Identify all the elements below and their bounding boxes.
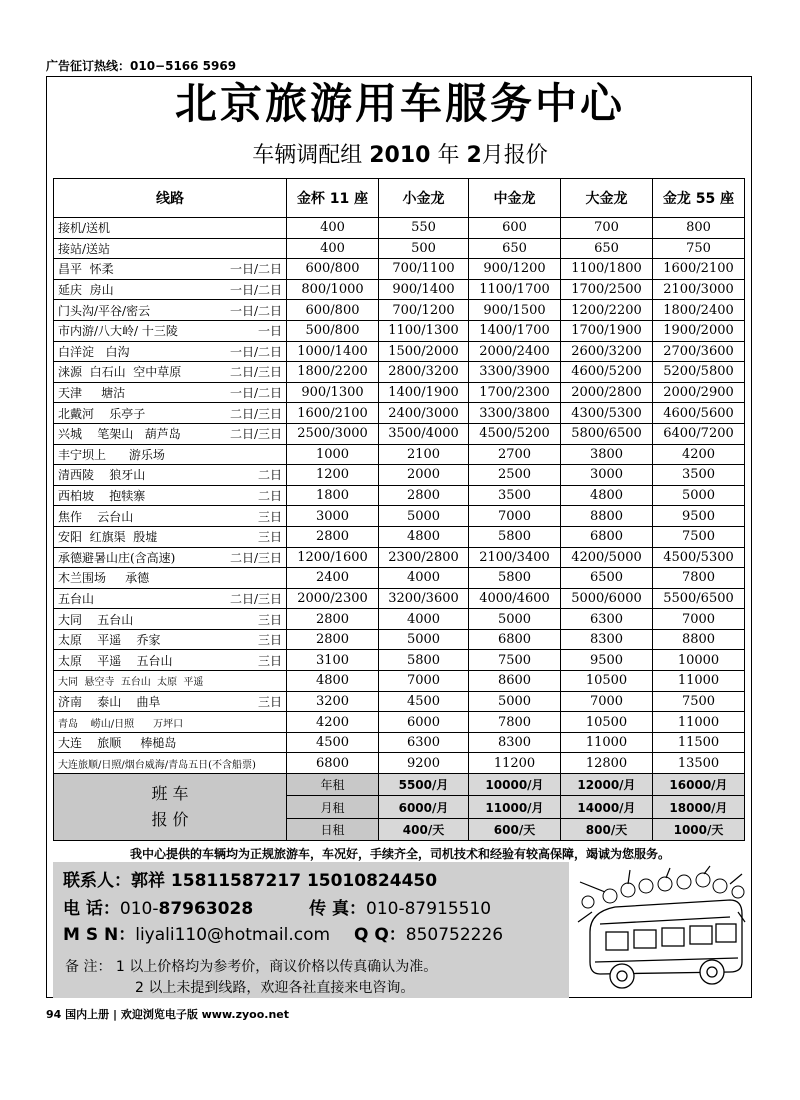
price-cell: 3500 [653,465,745,486]
price-cell: 2500/3000 [287,423,379,444]
price-cell: 3100 [287,650,379,671]
route-days: 二日/三日 [229,591,282,606]
price-cell: 500 [379,238,469,259]
price-cell: 7500 [653,691,745,712]
price-cell: 3200/3600 [379,588,469,609]
table-row [54,753,745,774]
price-cell: 1000/1400 [287,341,379,362]
route-cell [54,465,287,486]
price-cell: 1200/2200 [561,300,653,321]
route-cell [54,218,287,239]
price-cell: 3000 [287,506,379,527]
route-days: 三日 [257,653,282,668]
table-row [54,300,745,321]
price-cell: 3000 [561,465,653,486]
contact-box [53,862,569,998]
price-cell: 4600/5200 [561,362,653,383]
price-cell: 10500 [561,671,653,692]
route-days: 三日 [257,530,282,545]
price-cell: 9200 [379,753,469,774]
route-cell [54,444,287,465]
bus-illustration [570,862,750,997]
rental-price: 800/天 [561,818,653,840]
price-cell: 700/1200 [379,300,469,321]
price-cell: 3200 [287,691,379,712]
price-cell: 2800 [287,526,379,547]
rental-section [54,774,745,841]
route-days: 一日/二日 [229,386,282,401]
route-name: 西柏坡 抱犊寨 [58,489,146,504]
route-cell [54,485,287,506]
price-cell: 2700 [469,444,561,465]
page-subtitle: 车辆调配组 2010 年 2月报价 [252,143,548,168]
route-days: 一日/二日 [229,262,282,277]
price-cell: 5500/6500 [653,588,745,609]
price-cell: 11000 [653,671,745,692]
contact-person-label: 联系人： [63,871,131,891]
price-cell: 4800 [379,526,469,547]
price-cell: 2800/3200 [379,362,469,383]
price-cell: 5800 [469,568,561,589]
route-cell [54,609,287,630]
phone-prefix: 010- [119,899,159,919]
price-cell: 4300/5300 [561,403,653,424]
price-cell: 900/1300 [287,382,379,403]
price-cell: 900/1200 [469,259,561,280]
route-days: 二日/三日 [229,427,282,442]
price-cell: 750 [653,238,745,259]
route-cell [54,588,287,609]
price-cell: 500/800 [287,320,379,341]
col-header-route: 线路 [54,179,287,218]
price-cell: 1200/1600 [287,547,379,568]
price-cell: 7000 [379,671,469,692]
price-cell: 6400/7200 [653,423,745,444]
price-cell: 2000/2900 [653,382,745,403]
price-cell: 8800 [561,506,653,527]
price-cell: 5000 [379,629,469,650]
price-cell: 2800 [379,485,469,506]
route-name: 太原 平遥 五台山 [58,653,173,668]
price-cell: 600/800 [287,259,379,280]
price-cell: 11000 [653,712,745,733]
price-cell: 8800 [653,629,745,650]
price-cell: 1400/1700 [469,320,561,341]
price-cell: 4800 [287,671,379,692]
price-cell: 3300/3800 [469,403,561,424]
route-name: 天津 塘沽 [58,386,126,401]
price-cell: 6300 [379,732,469,753]
route-days: 二日/三日 [229,550,282,565]
price-cell: 10000 [653,650,745,671]
rental-type: 月租 [287,796,379,818]
price-cell: 8300 [469,732,561,753]
price-cell: 700/1100 [379,259,469,280]
price-cell: 2800 [287,629,379,650]
route-days: 一日 [257,324,282,339]
table-row [54,259,745,280]
price-cell: 10500 [561,712,653,733]
price-cell: 2800 [287,609,379,630]
price-cell: 1700/2500 [561,279,653,300]
price-cell: 1800/2200 [287,362,379,383]
price-cell: 4600/5600 [653,403,745,424]
route-name: 涞源 白石山 空中草原 [58,365,182,380]
price-cell: 6800 [561,526,653,547]
price-cell: 4200/5000 [561,547,653,568]
price-cell: 8600 [469,671,561,692]
table-row [54,526,745,547]
price-cell: 2000/2300 [287,588,379,609]
route-name: 济南 泰山 曲阜 [58,694,161,709]
route-cell [54,279,287,300]
route-name: 接机/送机 [58,221,111,236]
price-cell: 6800 [469,629,561,650]
rental-row [54,774,745,796]
route-name: 大同 五台山 [58,612,134,627]
contact-person-row [63,866,437,891]
price-cell: 400 [287,218,379,239]
table-row [54,712,745,733]
table-row [54,568,745,589]
route-cell [54,629,287,650]
price-cell: 1700/2300 [469,382,561,403]
phone-label: 电 话： [63,899,120,919]
note-2: 2 以上未提到线路，欢迎各社直接来电咨询。 [135,980,415,996]
price-cell: 3300/3900 [469,362,561,383]
col-header-da-jinlong: 大金龙 [561,179,653,218]
rental-type: 日租 [287,818,379,840]
route-cell [54,650,287,671]
rental-price: 6000/月 [379,796,469,818]
route-cell [54,526,287,547]
route-name: 焦作 云台山 [58,509,134,524]
price-cell: 900/1500 [469,300,561,321]
price-cell: 12800 [561,753,653,774]
price-cell: 1100/1700 [469,279,561,300]
route-cell [54,732,287,753]
price-cell: 2400 [287,568,379,589]
price-cell: 6000 [379,712,469,733]
price-cell: 1000 [287,444,379,465]
table-row [54,238,745,259]
price-cell: 2600/3200 [561,341,653,362]
price-cell: 600/800 [287,300,379,321]
ad-hotline: 广告征订热线：010−5166 5969 [46,59,237,73]
route-cell [54,259,287,280]
col-header-zhong-jinlong: 中金龙 [469,179,561,218]
price-cell: 2100 [379,444,469,465]
price-cell: 6800 [287,753,379,774]
price-cell: 4000 [379,609,469,630]
price-cell: 4500 [287,732,379,753]
route-days: 二日/三日 [229,406,282,421]
route-days: 三日 [257,509,282,524]
route-cell [54,341,287,362]
table-row [54,444,745,465]
table-row [54,650,745,671]
route-days: 一日/二日 [229,344,282,359]
table-row [54,691,745,712]
note-1: 1 以上价格均为参考价，商议价格以传真确认为准。 [115,959,438,975]
price-cell: 4000/4600 [469,588,561,609]
price-cell: 1800/2400 [653,300,745,321]
table-row [54,629,745,650]
price-cell: 7800 [653,568,745,589]
route-name: 大连旅顺/日照/烟台威海/青岛五日(不含船票) [58,759,256,771]
price-cell: 5000 [469,609,561,630]
col-header-xiao-jinlong: 小金龙 [379,179,469,218]
note-row-1 [65,956,437,976]
table-row [54,465,745,486]
route-cell [54,300,287,321]
rental-price: 10000/月 [469,774,561,796]
route-name: 白洋淀 白沟 [58,344,130,359]
price-cell: 2000/2400 [469,341,561,362]
table-row [54,588,745,609]
price-cell: 7500 [469,650,561,671]
price-cell: 7500 [653,526,745,547]
route-cell [54,506,287,527]
rental-price: 16000/月 [653,774,745,796]
route-name: 市内游/八大岭/ 十三陵 [58,324,178,339]
route-name: 木兰围场 承德 [58,571,150,586]
msn-row [63,920,503,945]
price-cell: 800 [653,218,745,239]
route-cell [54,691,287,712]
price-cell: 7000 [469,506,561,527]
qq-label: Q Q： [353,925,406,945]
table-row [54,732,745,753]
route-cell [54,712,287,733]
price-cell: 11500 [653,732,745,753]
rental-price: 5500/月 [379,774,469,796]
price-cell: 4800 [561,485,653,506]
route-name: 丰宁坝上 游乐场 [58,447,165,462]
phone-row [63,894,491,919]
price-cell: 3500 [469,485,561,506]
price-cell: 7800 [469,712,561,733]
price-cell: 800/1000 [287,279,379,300]
price-cell: 4200 [653,444,745,465]
price-cell: 1700/1900 [561,320,653,341]
price-cell: 600 [469,218,561,239]
route-days: 一日/二日 [229,303,282,318]
page-title: 北京旅游用车服务中心 [174,79,625,128]
route-name: 安阳 红旗渠 殷墟 [58,530,158,545]
price-cell: 7000 [561,691,653,712]
route-days: 一日/二日 [229,283,282,298]
rental-price: 600/天 [469,818,561,840]
price-cell: 550 [379,218,469,239]
price-cell: 2100/3400 [469,547,561,568]
price-cell: 5000 [379,506,469,527]
price-cell: 2000/2800 [561,382,653,403]
price-cell: 6300 [561,609,653,630]
table-row [54,506,745,527]
price-cell: 5000/6000 [561,588,653,609]
price-cell: 700 [561,218,653,239]
route-name: 太原 平遥 乔家 [58,633,161,648]
price-cell: 3800 [561,444,653,465]
price-cell: 4500/5200 [469,423,561,444]
table-row [54,362,745,383]
price-cell: 3500/4000 [379,423,469,444]
price-cell: 8300 [561,629,653,650]
rental-price: 14000/月 [561,796,653,818]
route-name: 北戴河 乐亭子 [58,406,146,421]
col-header-jinlong-55: 金龙 55 座 [653,179,745,218]
table-row [54,403,745,424]
rental-price: 1000/天 [653,818,745,840]
price-table [53,178,745,841]
table-header-row [54,179,745,218]
price-cell: 5800/6500 [561,423,653,444]
msn-label: M S N： [63,925,136,945]
rental-price: 400/天 [379,818,469,840]
table-row [54,382,745,403]
rental-price: 18000/月 [653,796,745,818]
route-days: 三日 [257,612,282,627]
price-cell: 1600/2100 [653,259,745,280]
contact-person-value: 郭祥 15811587217 15010824450 [131,871,438,891]
table-row [54,609,745,630]
table-row [54,279,745,300]
route-name: 五台山 [58,591,95,606]
price-cell: 4000 [379,568,469,589]
rental-price: 12000/月 [561,774,653,796]
price-cell: 6500 [561,568,653,589]
route-name: 接站/送站 [58,241,111,256]
notes-label: 备 注： [65,959,112,975]
price-table-body [54,218,745,774]
msn-value: liyali110@hotmail.com [135,925,331,945]
price-cell: 400 [287,238,379,259]
route-cell [54,382,287,403]
route-cell [54,362,287,383]
price-cell: 1600/2100 [287,403,379,424]
route-name: 昌平 怀柔 [58,262,114,277]
fax-value: 010-87915510 [366,899,492,919]
price-cell: 4200 [287,712,379,733]
price-cell: 2400/3000 [379,403,469,424]
price-cell: 4500/5300 [653,547,745,568]
table-row [54,320,745,341]
price-cell: 2000 [379,465,469,486]
table-row [54,423,745,444]
route-name: 大同 悬空寺 五台山 太原 平遥 [58,677,204,689]
fax-label: 传 真： [309,899,366,919]
price-cell: 2500 [469,465,561,486]
price-cell: 5000 [653,485,745,506]
col-header-jinbei-11: 金杯 11 座 [287,179,379,218]
route-name: 清西陵 狼牙山 [58,468,146,483]
route-cell [54,568,287,589]
page-footer: 94 国内上册 | 欢迎浏览电子版 www.zyoo.net [46,1008,290,1021]
route-cell [54,753,287,774]
table-row [54,218,745,239]
route-name: 青岛 崂山/日照 万坪口 [58,718,184,730]
price-cell: 2300/2800 [379,547,469,568]
price-cell: 2700/3600 [653,341,745,362]
price-cell: 1500/2000 [379,341,469,362]
price-cell: 650 [469,238,561,259]
qq-value: 850752226 [405,925,504,945]
route-cell [54,403,287,424]
rental-type: 年租 [287,774,379,796]
route-cell [54,671,287,692]
table-row [54,671,745,692]
route-days: 二日 [257,468,282,483]
route-days: 三日 [257,633,282,648]
route-days: 二日 [257,489,282,504]
price-cell: 650 [561,238,653,259]
price-cell: 4500 [379,691,469,712]
price-cell: 5800 [469,526,561,547]
price-cell: 11000 [561,732,653,753]
price-cell: 1200 [287,465,379,486]
price-cell: 5000 [469,691,561,712]
route-cell [54,320,287,341]
table-row [54,485,745,506]
price-cell: 1400/1900 [379,382,469,403]
table-row [54,341,745,362]
rental-label: 班 车 报 价 [54,774,287,841]
price-cell: 9500 [561,650,653,671]
route-name: 门头沟/平谷/密云 [58,303,151,318]
price-cell: 1800 [287,485,379,506]
route-name: 大连 旅顺 棒槌岛 [58,736,177,751]
route-days: 二日/三日 [229,365,282,380]
route-name: 承德避暑山庄(含高速) [58,550,176,565]
price-cell: 11200 [469,753,561,774]
phone-number: 87963028 [158,899,254,919]
price-cell: 1900/2000 [653,320,745,341]
route-name: 延庆 房山 [58,283,114,298]
price-cell: 5800 [379,650,469,671]
service-notice: 我中心提供的车辆均为正规旅游车，车况好，手续齐全，司机技术和经验有较高保障，竭诚为您服务。 [129,847,670,861]
route-cell [54,238,287,259]
price-cell: 13500 [653,753,745,774]
route-days: 三日 [257,694,282,709]
price-cell: 7000 [653,609,745,630]
table-row [54,547,745,568]
route-name: 兴城 笔架山 葫芦岛 [58,427,181,442]
price-cell: 5200/5800 [653,362,745,383]
route-cell [54,547,287,568]
price-cell: 9500 [653,506,745,527]
price-cell: 900/1400 [379,279,469,300]
price-cell: 1100/1800 [561,259,653,280]
note-row-2 [135,977,414,997]
rental-price: 11000/月 [469,796,561,818]
route-cell [54,423,287,444]
price-cell: 2100/3000 [653,279,745,300]
price-cell: 1100/1300 [379,320,469,341]
